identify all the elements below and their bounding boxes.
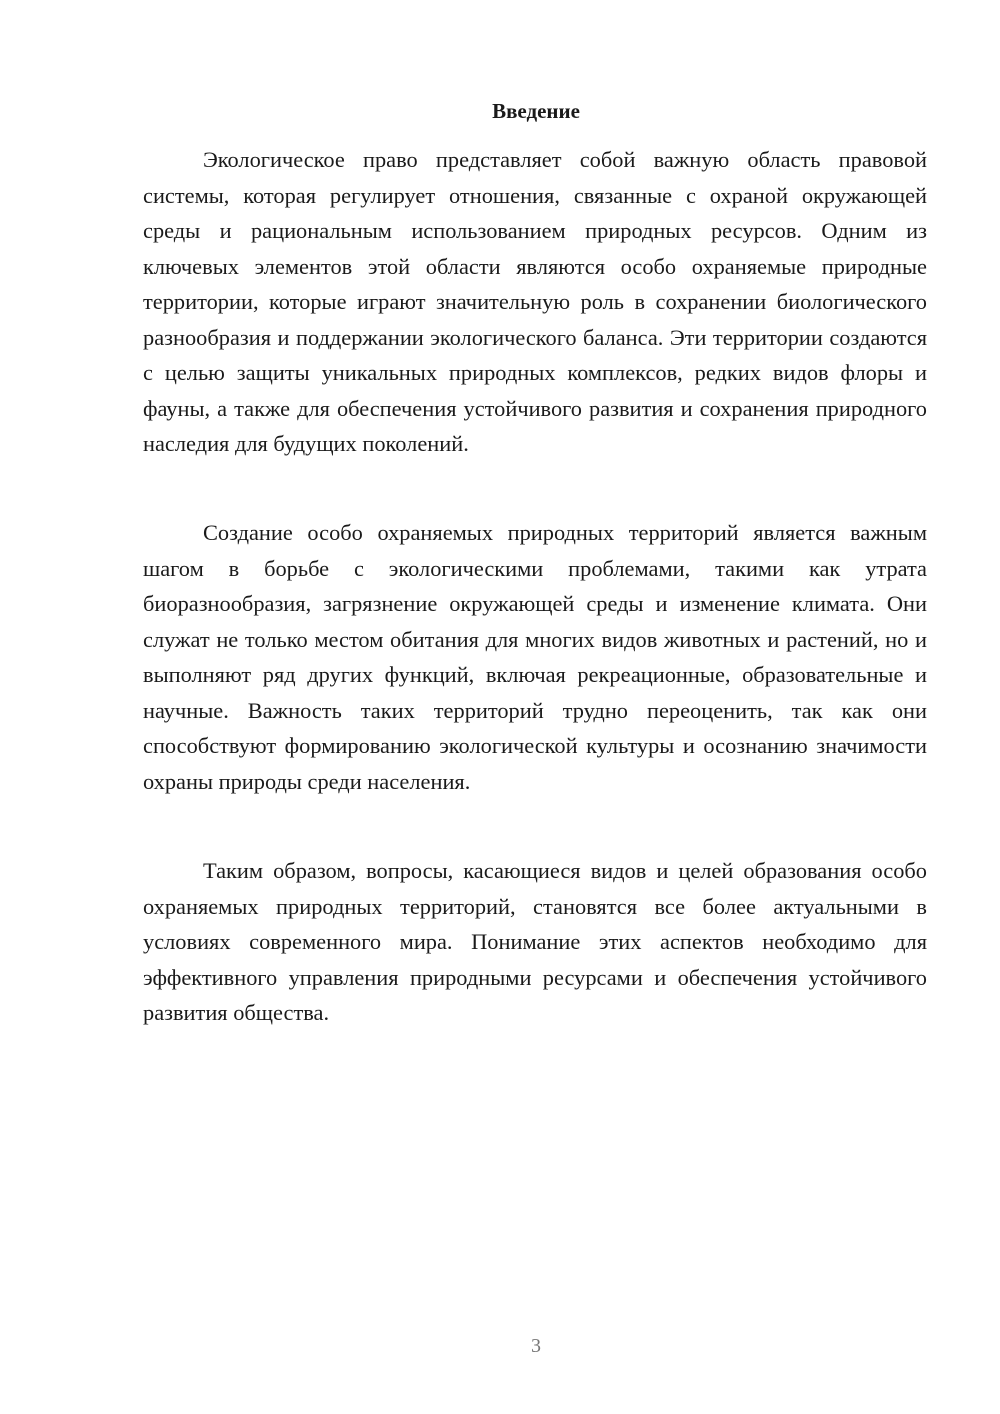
paragraph-2: Создание особо охраняемых природных территорий является важным шагом в борьбе с экологическими проблемами, такими как утрата биоразнообразия, загрязнение окружающей среды и изменение климата. Они служат не только местом обитания для многих видов животных и растений, но и выполняют ряд других функций, включая рекреационные, образовательные и научные. Важность таких территорий трудно переоценить, так как они способствуют формированию экологической культуры и осознанию значимости охраны природы среди населения. (143, 520, 927, 794)
section-title: Введение (492, 99, 580, 123)
paragraph-3: Таким образом, вопросы, касающиеся видов и целей образования особо охраняемых природных территорий, становятся все более актуальными в условиях современного мира. Понимание этих аспектов необходимо для эффективного управления природными ресурсами и обеспечения устойчивого развития общества. (143, 858, 927, 1025)
paragraph-1: Экологическое право представляет собой важную область правовой системы, которая регулирует отношения, связанные с охраной окружающей среды и рациональным использованием природных ресурсов. Одним из ключевых элементов этой области являются особо охраняемые природные территории, которые играют значительную роль в сохранении биологического разнообразия и поддержании экологического баланса. Эти территории создаются с целью защиты уникальных природных комплексов, редких видов флоры и фауны, а также для обеспечения устойчивого развития и сохранения природного наследия для будущих поколений. (143, 147, 927, 456)
page-number: 3 (531, 1335, 541, 1357)
